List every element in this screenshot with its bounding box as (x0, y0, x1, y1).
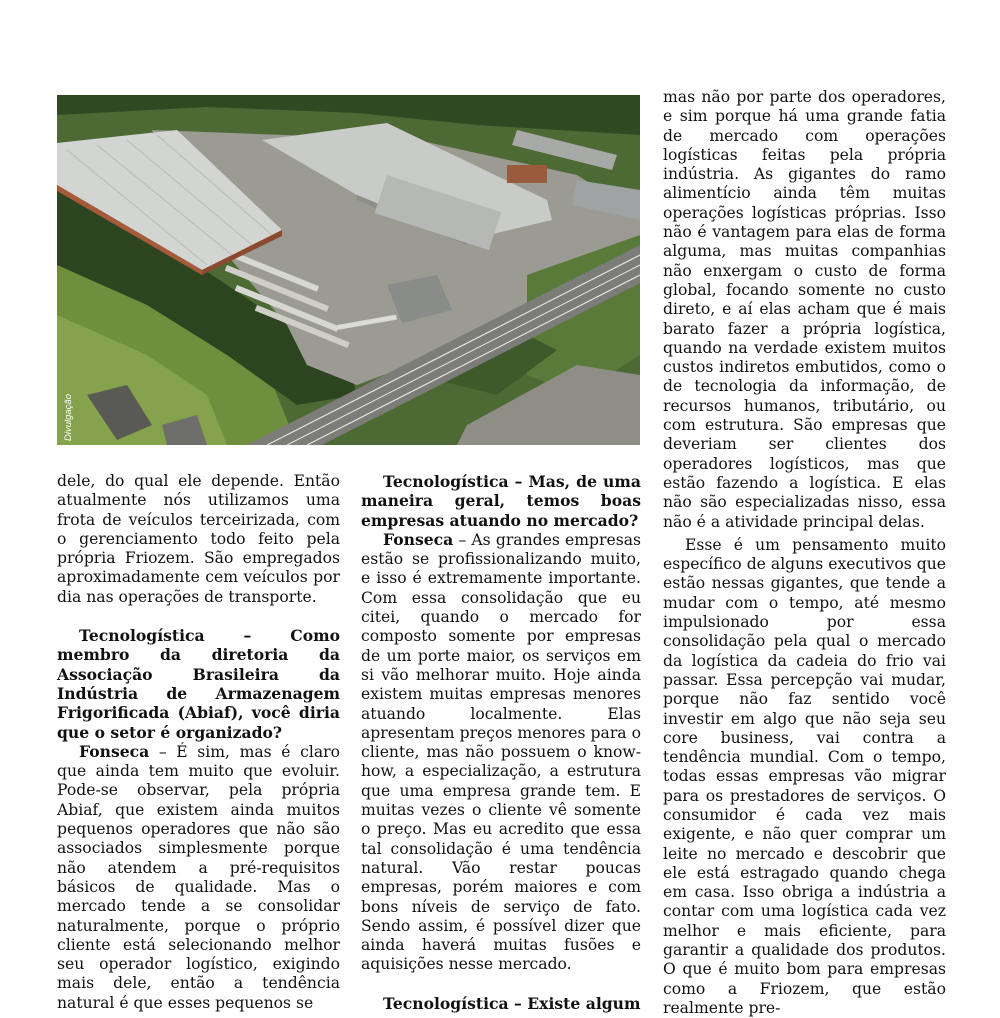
photo-credit (60, 378, 76, 442)
interview-question: Tecnologística – Existe algum (383, 993, 641, 1013)
aerial-photo-illustration (57, 95, 640, 445)
aerial-warehouse-photo (57, 95, 640, 445)
interview-question: Tecnologística – Como membro da diretoria da Associação Brasileira da Indústria de Armazenagem Frigorificada (Abiaf), você diria que o setor é organizado? (57, 626, 340, 742)
paragraph: dele, do qual ele depende. Então atualmente nós utilizamos uma frota de veículos terceirizada, com o gerenciamento todo feito pela própria Friozem. São empregados aproximadamente cem veículos por dia nas operações de transporte. (57, 472, 340, 606)
paragraph: Esse é um pensamento muito específico de alguns executivos que estão nessas gigantes, que tende a mudar com o tempo, até mesmo impulsionado por essa consolidação pela qual o mercado da logística da cadeia do frio vai passar. Essa percepção vai mudar, porque não faz sentido você investir em algo que não seja seu core business, vai contra a tendência mundial. Com o tempo, todas essas empresas vão migrar para os prestadores de serviços. O consumidor é cada vez mais exigente, e não quer comprar um leite no mercado e descobrir que ele está estragado quando chega em casa. Isso obriga a indústria a contar com uma logística cada vez melhor e mais eficiente, para garantir a qualidade dos produtos. O que é muito bom para empresas como a Friozem, que estão realmente pre- (663, 535, 946, 1017)
article-column-2 (361, 472, 641, 1013)
speaker-name: Fonseca (79, 741, 150, 761)
article-column-1 (57, 472, 340, 1013)
interview-answer (57, 742, 340, 1013)
answer-text: – As grandes empresas estão se profissionalizando muito, e isso é extremamente importante. Com essa consolidação que eu citei, quando o mercado for composto somente por empresas de um porte maior, os serviços em si vão melhorar muito. Hoje ainda existem muitas empresas menores atuando localmente. Elas apresentam preços menores para o cliente, mas não possuem o know-how, a especialização, a estrutura que uma empresa grande tem. E muitas vezes o cliente vê somente o preço. Mas eu acredito que essa tal consolidação é uma tendência natural. Vão restar poucas empresas, porém maiores e com bons níveis de serviço de fato. Sendo assim, é possível dizer que ainda haverá muitas fusões e aquisições nesse mercado. (361, 530, 641, 974)
article-column-3 (663, 88, 946, 1018)
speaker-name: Fonseca (383, 529, 454, 549)
interview-question: Tecnologística – Mas, de uma maneira geral, temos boas empresas atuando no mercado? (361, 472, 641, 530)
answer-text: – É sim, mas é claro que ainda tem muito que evoluir. Pode-se observar, pela própria Abiaf, que existem ainda muitos pequenos operadores que não são associados simplesmente porque não atendem a pré-requisitos básicos de qualidade. Mas o mercado tende a se consolidar naturalmente, porque o próprio cliente está selecionando melhor seu operador logístico, exigindo mais dele, então a tendência natural é que esses pequenos se (57, 742, 340, 1012)
paragraph: mas não por parte dos operadores, e sim porque há uma grande fatia de mercado com operações logísticas feitas pela própria indústria. As gigantes do ramo alimentício ainda têm muitas operações logísticas próprias. Isso não é vantagem para elas de forma alguma, mas muitas companhias não enxergam o custo de forma global, focando somente no custo direto, e aí elas acham que é mais barato fazer a própria logística, quando na verdade existem muitos custos indiretos embutidos, como o de tecnologia da informação, de recursos humanos, tributário, ou com estrutura. São empresas que deveriam ser clientes dos operadores logísticos, mas que estão fazendo a logística. E elas não são especializadas nisso, essa não é a atividade principal delas. (663, 88, 946, 531)
svg-text:Divulgação: Divulgação (63, 394, 74, 441)
interview-answer (361, 530, 641, 975)
